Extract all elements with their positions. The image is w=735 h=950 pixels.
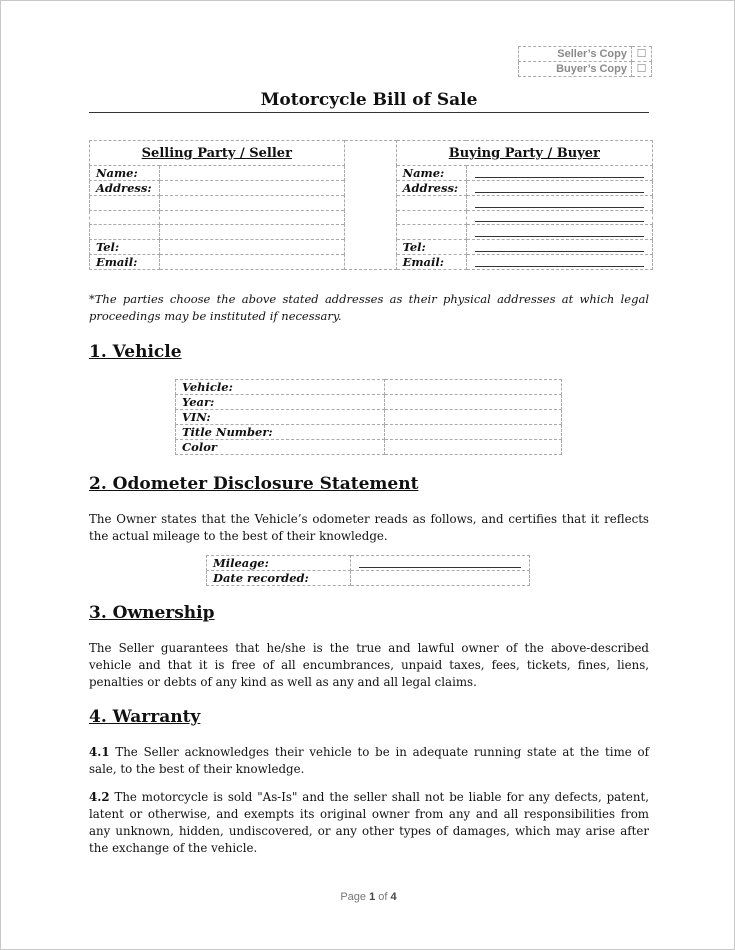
seller-email-field[interactable] bbox=[160, 254, 345, 269]
sellers-copy-row bbox=[519, 47, 652, 62]
buyer-address-line-3 bbox=[396, 210, 466, 225]
warranty-clause-1-number: 4.1 bbox=[89, 745, 110, 759]
warranty-clause-2-text: The motorcycle is sold "As-Is" and the seller shall not be liable for any defects, patent, latent or otherwise, and exempts its original owner from any and all responsibilities from any unknown, hidden, undiscovered, or any other types of damages, which may arise after the exchange of the vehicle. bbox=[89, 790, 649, 855]
vehicle-label: Vehicle: bbox=[176, 380, 385, 395]
buyer-address-line-4 bbox=[396, 225, 466, 240]
odometer-text: The Owner states that the Vehicle’s odometer reads as follows, and certifies that it reflects the actual mileage to the best of their knowledge. bbox=[89, 512, 649, 543]
title-number-label: Title Number: bbox=[176, 425, 385, 440]
buyer-address-field-4[interactable] bbox=[466, 225, 652, 240]
seller-name-field[interactable] bbox=[160, 166, 345, 181]
page-total: 4 bbox=[390, 891, 397, 903]
seller-address-label: Address: bbox=[90, 181, 160, 196]
year-label: Year: bbox=[176, 395, 385, 410]
buyer-email-field[interactable] bbox=[466, 254, 652, 269]
buyer-address-field-3[interactable] bbox=[466, 210, 652, 225]
buyer-tel-field[interactable] bbox=[466, 239, 652, 254]
color-field[interactable] bbox=[385, 440, 562, 455]
seller-address-field[interactable] bbox=[160, 181, 345, 196]
buyer-name-field[interactable] bbox=[466, 166, 652, 181]
seller-name-label: Name: bbox=[90, 166, 160, 181]
vin-label: VIN: bbox=[176, 410, 385, 425]
page-of: of bbox=[378, 891, 388, 903]
vehicle-table bbox=[175, 379, 562, 455]
seller-address-field-4[interactable] bbox=[160, 225, 345, 240]
buyer-heading: Buying Party / Buyer bbox=[396, 141, 652, 166]
warranty-clause-1 bbox=[89, 744, 649, 778]
copy-selector bbox=[518, 46, 652, 77]
seller-address-field-3[interactable] bbox=[160, 210, 345, 225]
warranty-clause-2-number: 4.2 bbox=[89, 790, 110, 804]
buyer-email-label: Email: bbox=[396, 254, 466, 269]
buyer-address-field[interactable] bbox=[466, 181, 652, 196]
seller-address-line-2 bbox=[90, 196, 160, 211]
section-warranty-heading: 4. Warranty bbox=[89, 707, 201, 727]
section-vehicle-heading: 1. Vehicle bbox=[89, 342, 182, 362]
buyer-address-field-2[interactable] bbox=[466, 196, 652, 211]
mileage-label: Mileage: bbox=[207, 556, 351, 571]
buyer-tel-label: Tel: bbox=[396, 239, 466, 254]
seller-heading: Selling Party / Seller bbox=[90, 141, 345, 166]
seller-address-field-2[interactable] bbox=[160, 196, 345, 211]
seller-tel-field[interactable] bbox=[160, 239, 345, 254]
sellers-copy-checkbox[interactable]: ☐ bbox=[632, 47, 652, 62]
buyer-address-line-2 bbox=[396, 196, 466, 211]
vin-field[interactable] bbox=[385, 410, 562, 425]
section-odometer-heading: 2. Odometer Disclosure Statement bbox=[89, 474, 419, 494]
seller-email-label: Email: bbox=[90, 254, 160, 269]
buyers-copy-row bbox=[519, 62, 652, 77]
page-current: 1 bbox=[369, 891, 376, 903]
warranty-clause-2 bbox=[89, 789, 649, 857]
date-recorded-field[interactable] bbox=[351, 571, 530, 586]
title-number-field[interactable] bbox=[385, 425, 562, 440]
page-prefix: Page bbox=[340, 891, 367, 903]
seller-address-line-3 bbox=[90, 210, 160, 225]
document-title: Motorcycle Bill of Sale bbox=[89, 90, 649, 113]
buyer-name-label: Name: bbox=[396, 166, 466, 181]
warranty-clause-1-text: The Seller acknowledges their vehicle to be in adequate running state at the time of sale, to the best of their knowledge. bbox=[89, 745, 649, 776]
vehicle-field[interactable] bbox=[385, 380, 562, 395]
buyers-copy-label: Buyer’s Copy bbox=[519, 62, 632, 77]
party-table bbox=[89, 140, 653, 270]
date-recorded-label: Date recorded: bbox=[207, 571, 351, 586]
odometer-table bbox=[206, 555, 530, 586]
color-label: Color bbox=[176, 440, 385, 455]
sellers-copy-label: Seller’s Copy bbox=[519, 47, 632, 62]
section-ownership-heading: 3. Ownership bbox=[89, 603, 215, 623]
buyers-copy-checkbox[interactable]: ☐ bbox=[632, 62, 652, 77]
year-field[interactable] bbox=[385, 395, 562, 410]
page-footer bbox=[1, 891, 735, 903]
ownership-text: The Seller guarantees that he/she is the true and lawful owner of the above-described vehicle and that it is free of all encumbrances, unpaid taxes, fees, tickets, fines, liens, penalties or debts of any kind as well as any and all legal claims. bbox=[89, 641, 649, 689]
mileage-field[interactable] bbox=[351, 556, 530, 571]
seller-address-line-4 bbox=[90, 225, 160, 240]
seller-tel-label: Tel: bbox=[90, 239, 160, 254]
party-divider bbox=[344, 141, 396, 270]
address-note: *The parties choose the above stated addresses as their physical addresses at which legal proceedings may be instituted if necessary. bbox=[89, 292, 649, 323]
buyer-address-label: Address: bbox=[396, 181, 466, 196]
